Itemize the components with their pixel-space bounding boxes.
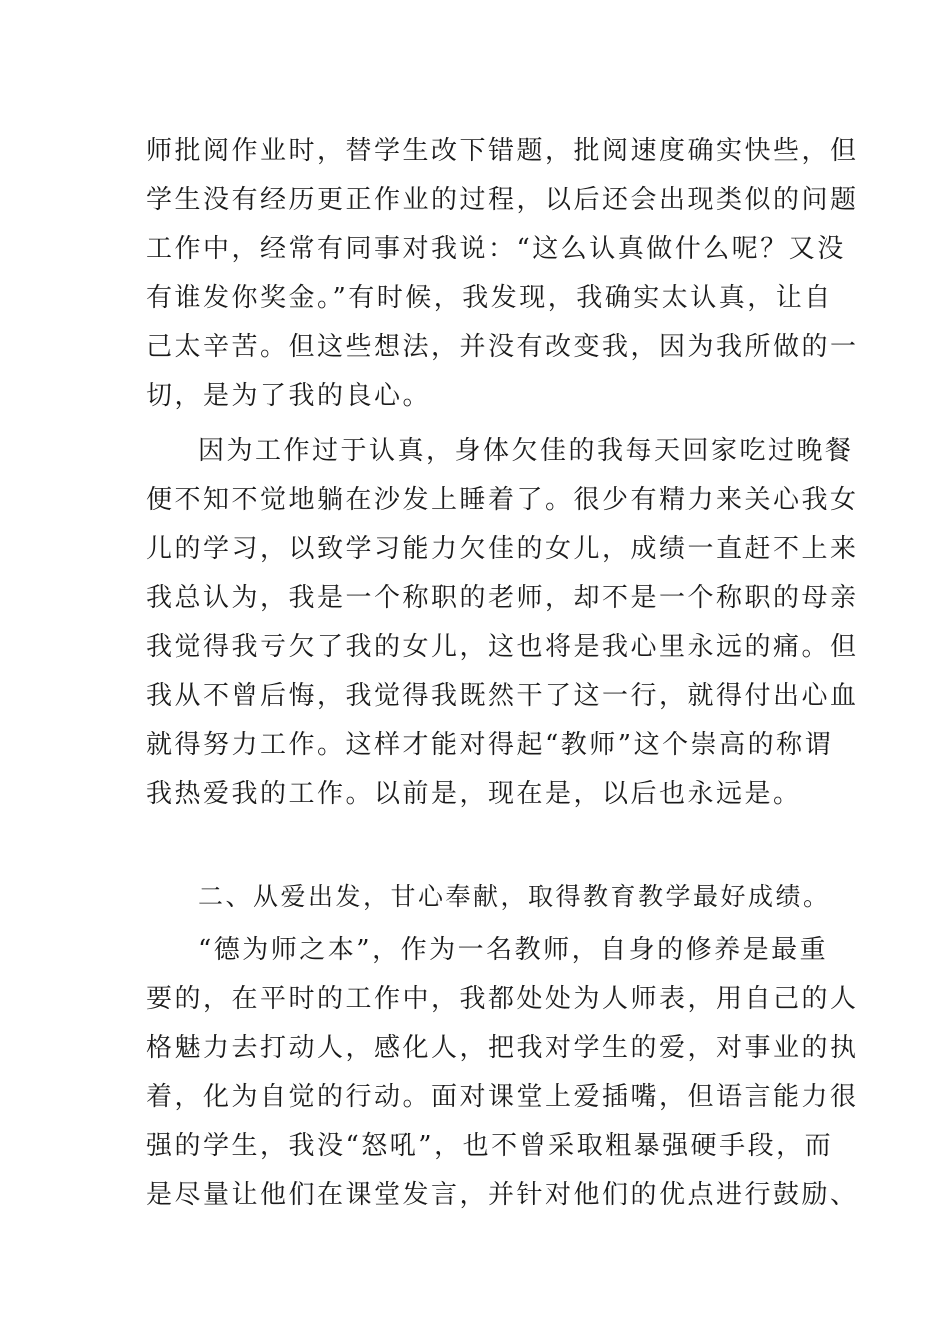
text-line: 着，化为自觉的行动。面对课堂上爱插嘴，但语言能力很: [146, 1082, 859, 1112]
text-line: 有谁发你奖金。”有时候，我发现，我确实太认真，让自: [146, 283, 833, 313]
text-line: 切，是为了我的良心。: [146, 381, 432, 411]
text-line: 我总认为，我是一个称职的老师，却不是一个称职的母亲: [146, 583, 859, 613]
text-line: 我觉得我亏欠了我的女儿，这也将是我心里永远的痛。但: [146, 632, 859, 662]
text-line: 是尽量让他们在课堂发言，并针对他们的优点进行鼓励、: [146, 1180, 859, 1210]
text-line: 格魅力去打动人，感化人，把我对学生的爱，对事业的执: [146, 1033, 859, 1063]
text-line: 强的学生，我没“怒吼”，也不曾采取粗暴强硬手段，而: [146, 1131, 834, 1161]
text-line: 儿的学习，以致学习能力欠佳的女儿，成绩一直赶不上来: [146, 534, 859, 564]
text-line: 便不知不觉地躺在沙发上睡着了。很少有精力来关心我女: [146, 485, 859, 515]
text-line: “德为师之本”，作为一名教师，自身的修养是最重: [198, 935, 829, 965]
text-line: 师批阅作业时，替学生改下错题，批阅速度确实快些，但: [146, 136, 859, 166]
text-line: 因为工作过于认真，身体欠佳的我每天回家吃过晚餐: [198, 436, 854, 466]
text-line: 工作中，经常有同事对我说：“这么认真做什么呢？又没: [146, 234, 846, 264]
section-heading: 二、从爱出发，甘心奉献，取得教育教学最好成绩。: [198, 882, 831, 911]
text-line: 我从不曾后悔，我觉得我既然干了这一行，就得付出心血: [146, 681, 859, 711]
document-body: [146, 0, 859, 1344]
text-line: 就得努力工作。这样才能对得起“教师”这个崇高的称谓: [146, 730, 834, 760]
text-line: 己太辛苦。但这些想法，并没有改变我，因为我所做的一: [146, 332, 859, 362]
text-line: 学生没有经历更正作业的过程，以后还会出现类似的问题: [146, 185, 859, 215]
text-line: 我热爱我的工作。以前是，现在是，以后也永远是。: [146, 779, 802, 809]
text-line: 要的，在平时的工作中，我都处处为人师表，用自己的人: [146, 984, 859, 1014]
